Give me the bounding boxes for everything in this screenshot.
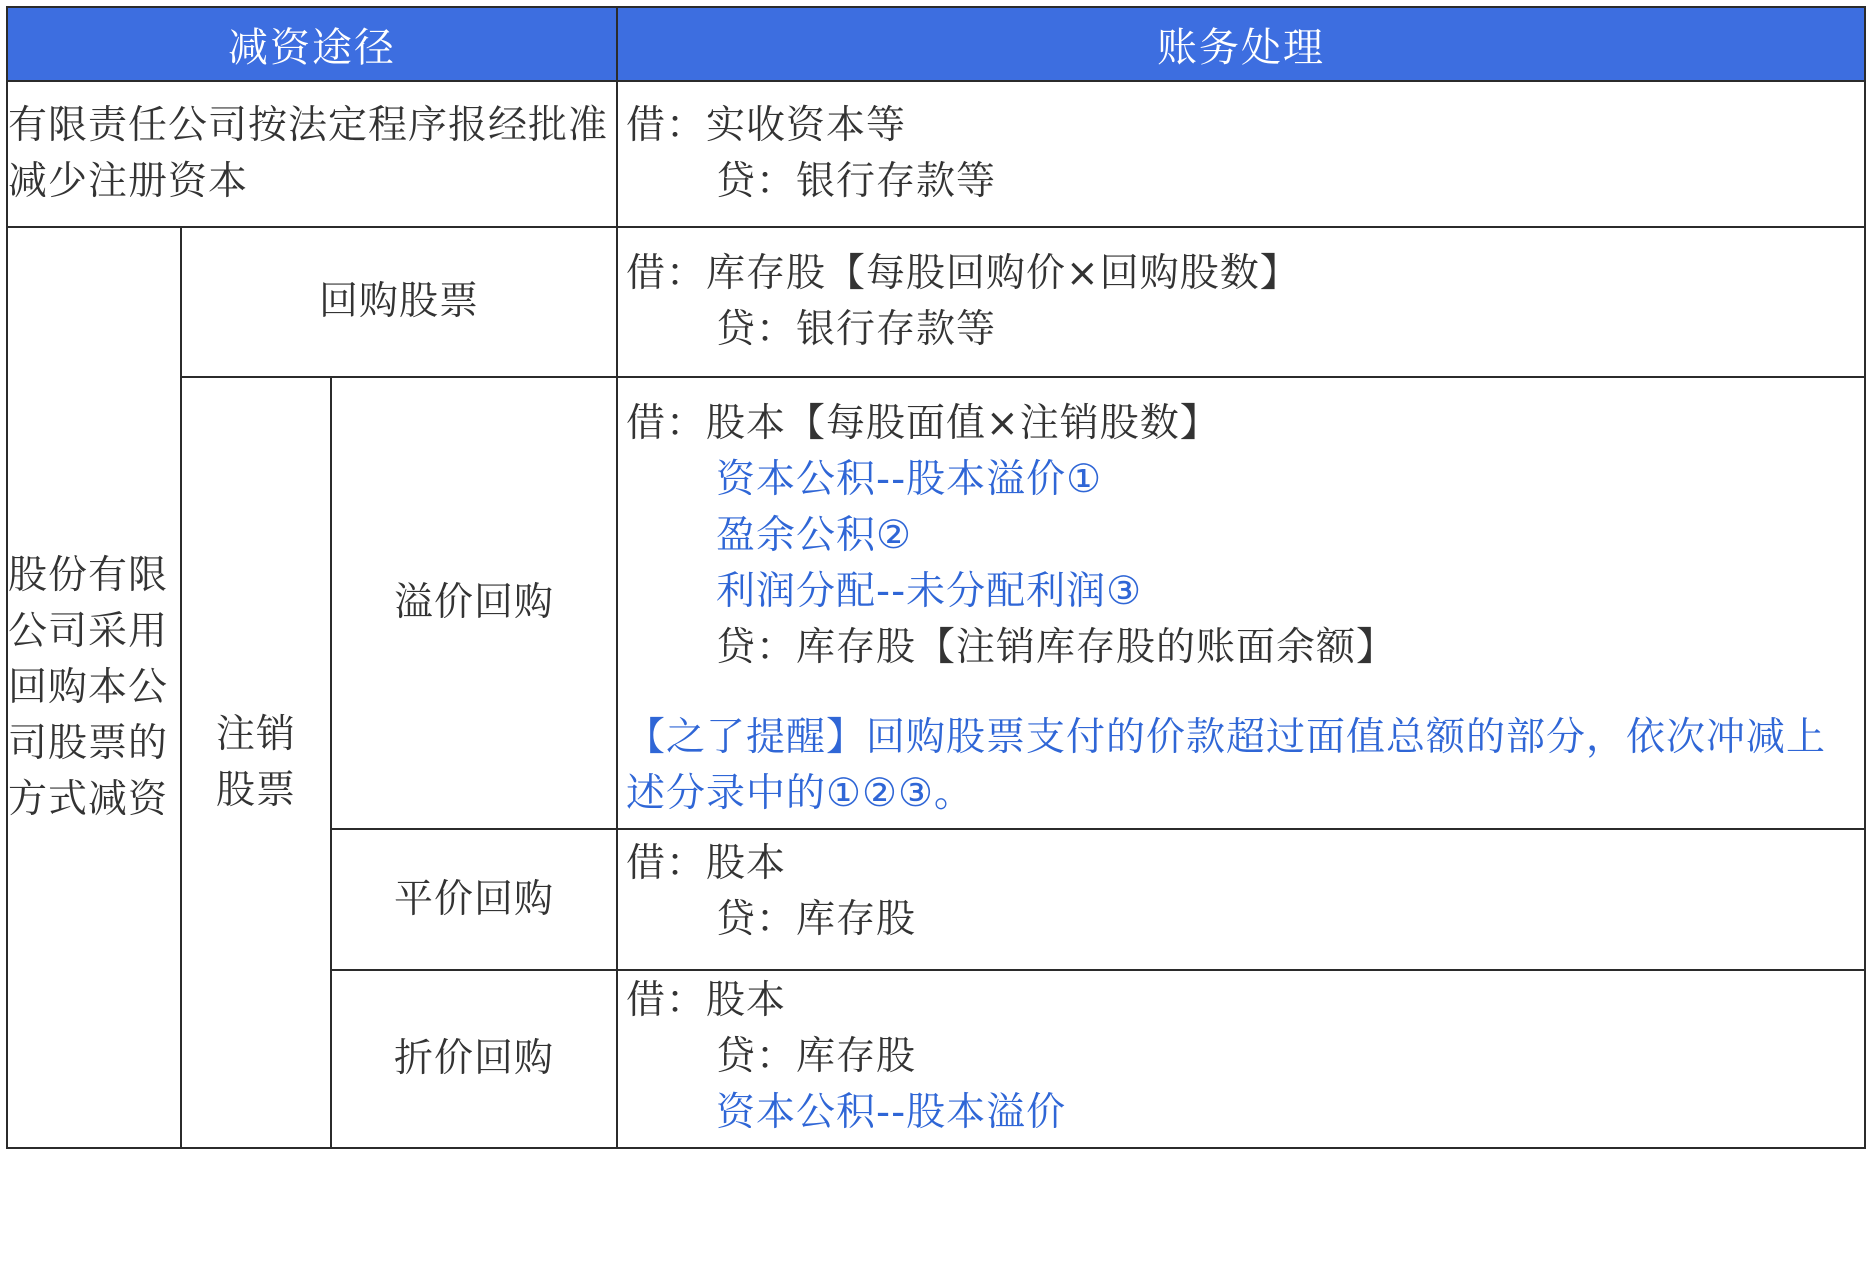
llc-debit: 借：实收资本等 <box>626 103 907 148</box>
row-llc <box>7 81 1865 227</box>
par-label: 平价回购 <box>331 829 617 970</box>
premium-line4: 利润分配--未分配利润③ <box>716 569 1143 614</box>
premium-credit: 贷：库存股【注销库存股的账面余额】 <box>716 625 1397 670</box>
header-row <box>7 7 1865 81</box>
group-label: 股份有限公司采用回购本公司股票的方式减资 <box>7 227 181 1148</box>
llc-entry <box>617 81 1865 227</box>
par-credit: 贷：库存股 <box>716 897 917 942</box>
par-debit: 借：股本 <box>626 841 787 886</box>
par-entry <box>617 829 1865 970</box>
discount-label: 折价回购 <box>331 970 617 1148</box>
premium-label: 溢价回购 <box>331 377 617 829</box>
buyback-credit: 贷：银行存款等 <box>716 307 997 352</box>
discount-credit: 贷：库存股 <box>716 1034 917 1079</box>
premium-debit: 借：股本【每股面值×注销股数】 <box>626 401 1220 446</box>
buyback-entry <box>617 227 1865 377</box>
discount-entry <box>617 970 1865 1148</box>
buyback-label: 回购股票 <box>181 227 617 377</box>
buyback-debit: 借：库存股【每股回购价×回购股数】 <box>626 251 1300 296</box>
llc-label: 有限责任公司按法定程序报经批准减少注册资本 <box>7 81 617 227</box>
accounting-table <box>6 6 1866 1149</box>
header-method: 减资途径 <box>7 7 617 81</box>
row-buyback <box>7 227 1865 377</box>
cancel-label: 注销股票 <box>181 377 331 1148</box>
row-premium <box>7 377 1865 829</box>
discount-debit: 借：股本 <box>626 978 787 1023</box>
discount-line3: 资本公积--股本溢价 <box>716 1090 1067 1135</box>
llc-credit: 贷：银行存款等 <box>716 159 997 204</box>
premium-line2: 资本公积--股本溢价① <box>716 457 1103 502</box>
header-accounting: 账务处理 <box>617 7 1865 81</box>
premium-entry <box>617 377 1865 829</box>
reminder-note: 【之了提醒】回购股票支付的价款超过面值总额的部分，依次冲减上述分录中的①②③。 <box>626 715 1827 816</box>
premium-line3: 盈余公积② <box>716 513 912 558</box>
